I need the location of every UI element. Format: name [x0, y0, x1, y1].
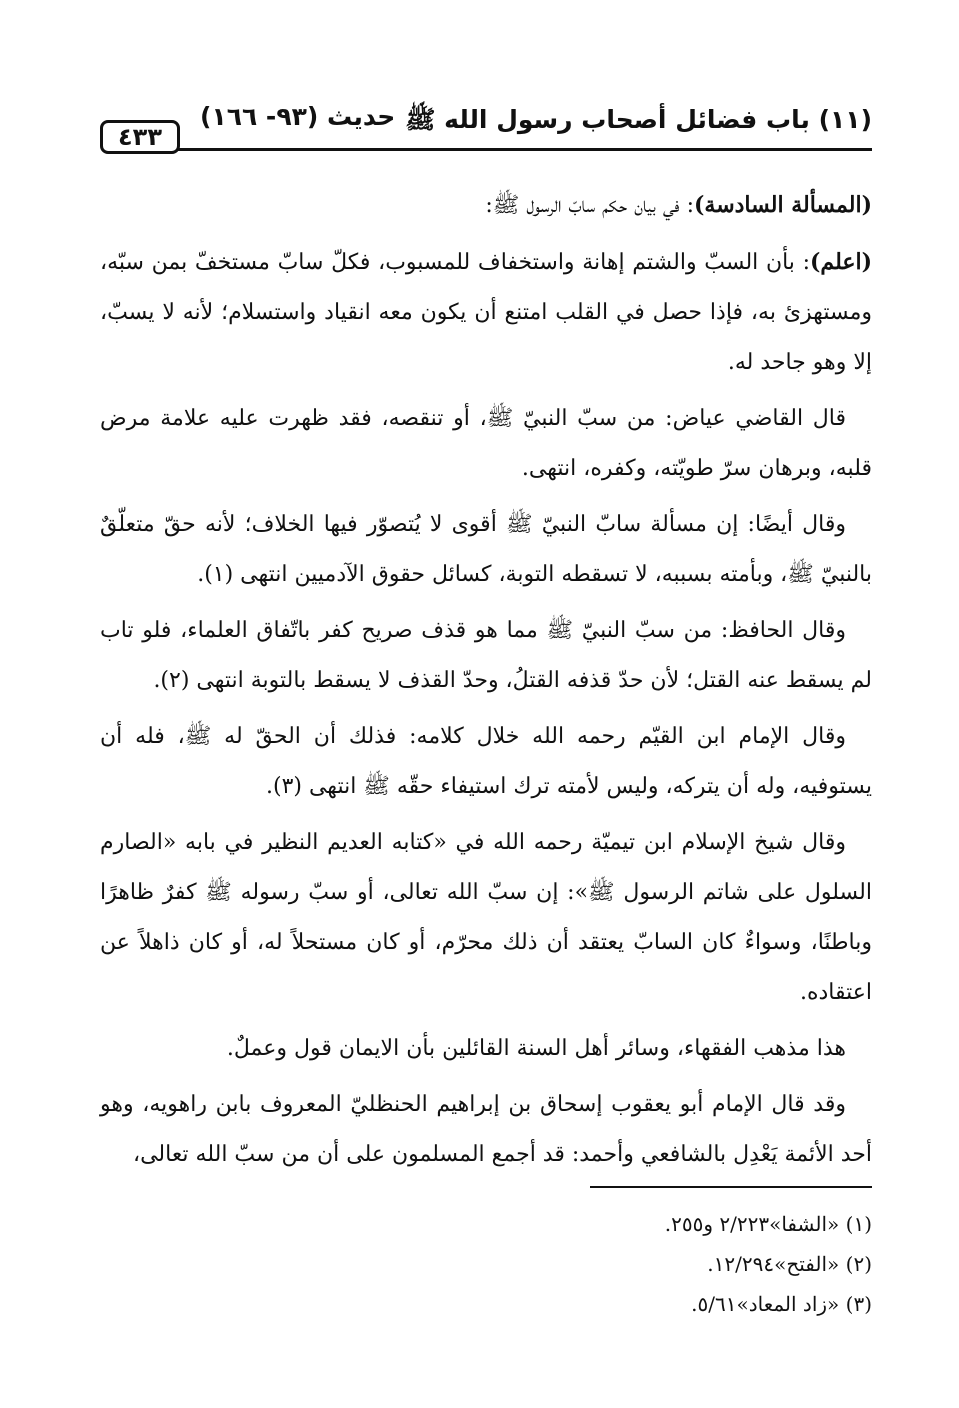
hadith-range: حديث (٩٣- ١٦٦) [200, 102, 396, 131]
paragraph-1 [100, 180, 872, 231]
page-number: ٤٣٣ [100, 120, 180, 154]
footnote-3: (٣) «زاد المعاد»٥/٦١. [691, 1292, 872, 1316]
footnote-2: (٢) «الفتح»١٢/٢٩٤. [707, 1252, 872, 1276]
paragraph-4: وقال أيضًا: إن مسألة سابّ النبيّ ﷺ أقوى لا يُتصوّر فيها الخلاف؛ لأنه حقّ متعلّقٌ بالنبيّ ﷺ، وبأمته بسببه، لا تسقطه التوبة، كسائل حقوق الآدميين انتهى (١). [100, 512, 872, 587]
paragraph-9: وقد قال الإمام أبو يعقوب إسحاق بن إبراهيم الحنظليّ المعروف بابن راهويه، وهو أحد الأئمة يَعْدِل بالشافعي وأحمد: قد أجمع المسلمون على أن من سبّ الله تعالى، [100, 1092, 872, 1167]
paragraph-5: وقال الحافظ: من سبّ النبيّ ﷺ مما هو قذف صريح كفر باتّفاق العلماء، فلو تاب لم يسقط عنه القتل؛ لأن حدّ قذفه القتلُ، وحدّ القذف لا يسقط بالتوبة انتهى (٢). [100, 618, 872, 693]
paragraph-7: وقال شيخ الإسلام ابن تيميّة رحمه الله في «كتابه العديم النظير في بابه «الصارم السلول على شاتم الرسول ﷺ»: إن سبّ الله تعالى، أو سبّ رسوله ﷺ كفرٌ ظاهرًا وباطنًا، وسواءٌ كان السابّ يعتقد أن ذلك محرّم، أو كان مستحلاً له، أو كان ذاهلاً عن اعتقاده. [100, 830, 872, 1005]
chapter-title: (١١) باب فضائل أصحاب رسول الله ﷺ [405, 105, 872, 134]
page-header [100, 98, 872, 154]
paragraph-6: وقال الإمام ابن القيّم رحمه الله خلال كلامه: فذلك أن الحقّ له ﷺ، فله أن يستوفيه، وله أن يتركه، وليس لأمته ترك استيفاء حقّه ﷺ انتهى (٣). [100, 724, 872, 799]
footnote-divider [590, 1186, 872, 1188]
paragraph-1-text: : في بيان حكم سابّ الرسول ﷺ: [485, 193, 694, 218]
paragraph-1-heading: (المسألة السادسة) [693, 192, 872, 218]
paragraph-8: هذا مذهب الفقهاء، وسائر أهل السنة القائلين بأن الايمان قول وعملٌ. [226, 1036, 846, 1061]
footnote-1: (١) «الشفا»٢/٢٢٣ و٢٥٥. [664, 1212, 872, 1236]
main-text [100, 180, 872, 1186]
header-divider [178, 148, 872, 151]
footnotes [100, 1204, 872, 1324]
paragraph-2-text: : بأن السبّ والشتم إهانة واستخفاف للمسبوب، فكلّ سابّ مستخفّ بمن سبّه، ومستهزئ به، فإذا حصل في القلب امتنع أن يكون معه انقياد واستسلام؛ لأنه لا يسبّ، إلا وهو جاحد له. [100, 250, 872, 375]
paragraph-2 [100, 237, 872, 388]
paragraph-2-heading: (اعلم) [810, 249, 872, 275]
paragraph-3: قال القاضي عياض: من سبّ النبيّ ﷺ، أو تنقصه، فقد ظهرت عليه علامة مرض قلبه، وبرهان سرّ طويّته، وكفره، انتهى. [100, 406, 872, 481]
